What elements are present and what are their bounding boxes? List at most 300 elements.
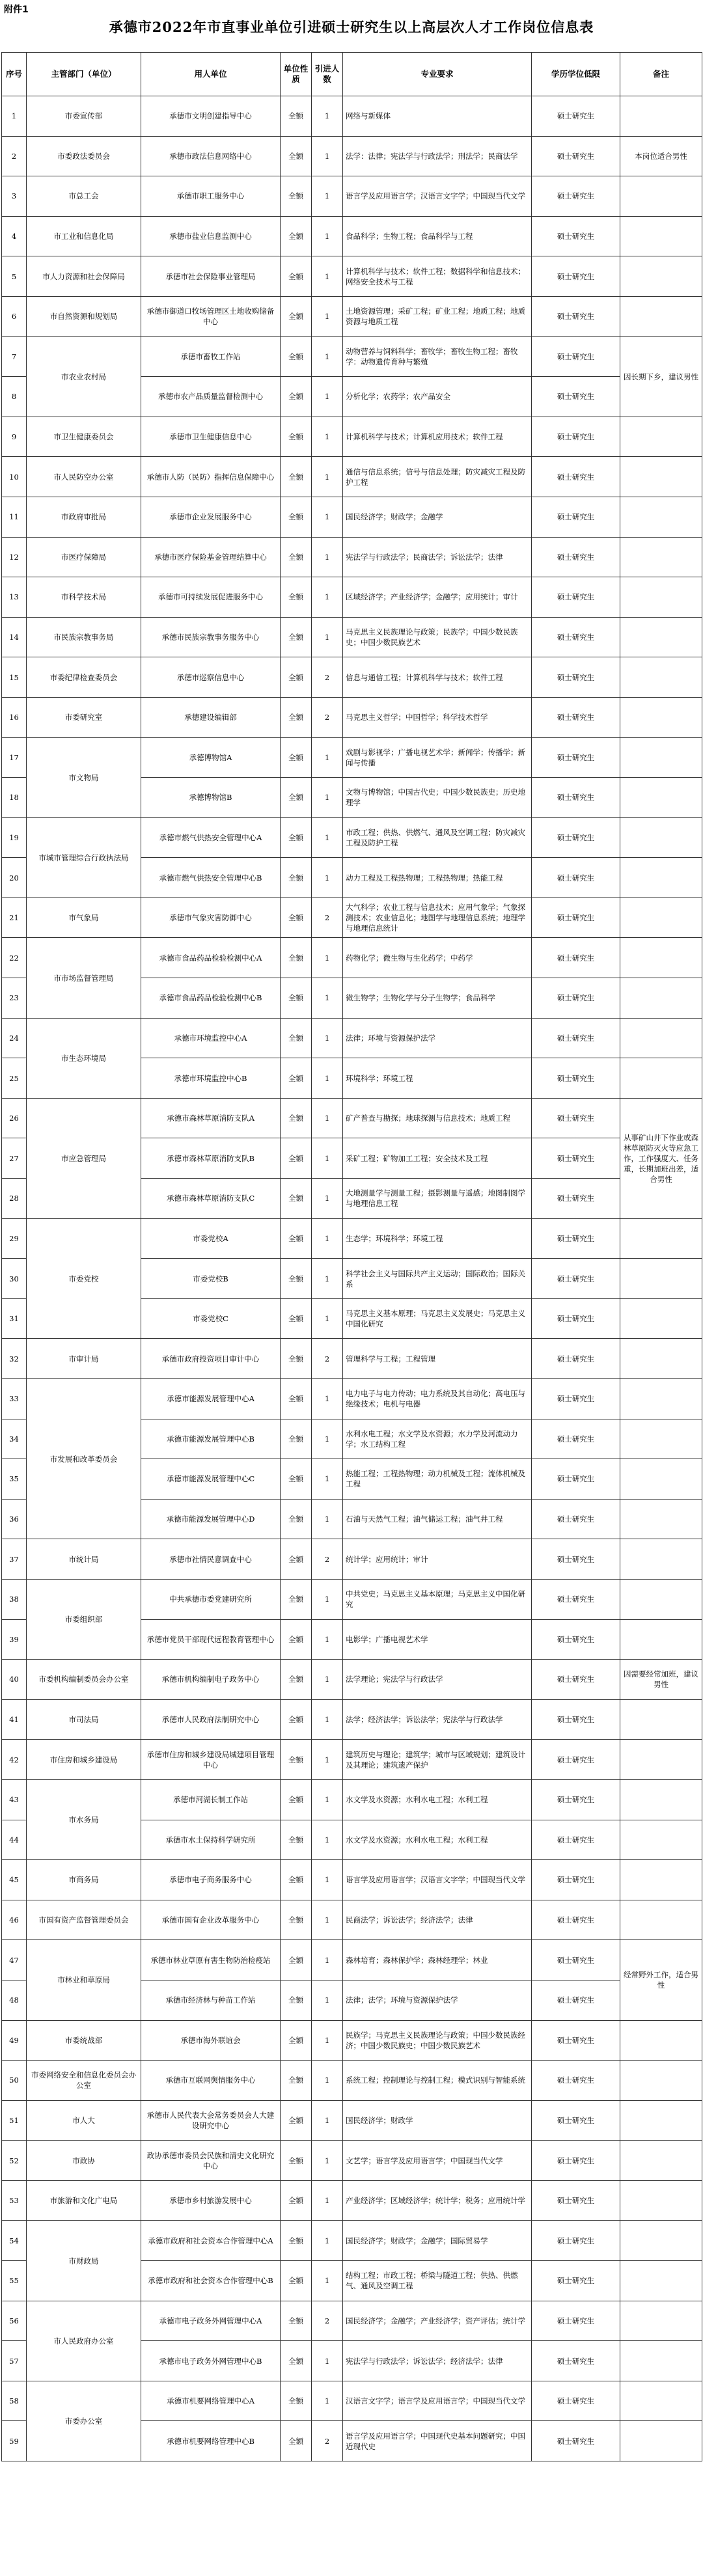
table-row <box>2 1940 702 1980</box>
row-number-cell: 6 <box>2 296 27 336</box>
employer-cell: 承德市政府和社会资本合作管理中心A <box>141 2221 281 2261</box>
degree-cell: 硕士研究生 <box>532 577 620 618</box>
count-cell: 1 <box>312 176 343 217</box>
unit-nature-cell: 全额 <box>281 1179 312 1219</box>
unit-nature-cell: 全额 <box>281 858 312 898</box>
row-number-cell: 2 <box>2 136 27 176</box>
note-cell <box>620 978 702 1019</box>
count-cell: 1 <box>312 1459 343 1500</box>
major-cell: 市政工程；供热、供燃气、通风及空调工程；防灾减灾工程及防护工程 <box>343 817 532 858</box>
employer-cell: 承德市文明创建指导中心 <box>141 96 281 137</box>
note-cell <box>620 1699 702 1740</box>
row-number-cell: 36 <box>2 1499 27 1539</box>
table-row <box>2 296 702 336</box>
employer-cell: 承德市机构编制电子政务中心 <box>141 1660 281 1700</box>
count-cell: 1 <box>312 96 343 137</box>
note-cell <box>620 1820 702 1860</box>
count-cell: 1 <box>312 1058 343 1099</box>
note-cell <box>620 2221 702 2261</box>
row-number-cell: 52 <box>2 2141 27 2181</box>
department-cell: 市委纪律检查委员会 <box>27 657 141 698</box>
row-number-cell: 56 <box>2 2301 27 2341</box>
unit-nature-cell: 全额 <box>281 1619 312 1660</box>
note-cell <box>620 2381 702 2421</box>
employer-cell: 承德市政法信息网络中心 <box>141 136 281 176</box>
unit-nature-cell: 全额 <box>281 1218 312 1259</box>
row-number-cell: 38 <box>2 1579 27 1619</box>
employer-cell: 承德市森林草原消防支队C <box>141 1179 281 1219</box>
note-cell <box>620 2341 702 2381</box>
note-cell <box>620 2061 702 2101</box>
table-row <box>2 697 702 737</box>
employer-cell: 承德市能源发展管理中心D <box>141 1499 281 1539</box>
employer-cell: 承德市水土保持科学研究所 <box>141 1820 281 1860</box>
major-cell: 国民经济学；财政学；金融学 <box>343 497 532 537</box>
major-cell: 马克思主义基本原理；马克思主义发展史；马克思主义中国化研究 <box>343 1298 532 1339</box>
row-number-cell: 49 <box>2 2020 27 2061</box>
employer-cell: 承德市机要网络管理中心A <box>141 2381 281 2421</box>
employer-cell: 承德市电子政务外网管理中心A <box>141 2301 281 2341</box>
unit-nature-cell: 全额 <box>281 1499 312 1539</box>
degree-cell: 硕士研究生 <box>532 1579 620 1619</box>
table-row <box>2 897 702 938</box>
employer-cell: 承德市盐业信息监测中心 <box>141 216 281 256</box>
major-cell: 文艺学；语言学及应用语言学；中国现当代文学 <box>343 2141 532 2181</box>
header-unit-nature: 单位性质 <box>281 53 312 96</box>
unit-nature-cell: 全额 <box>281 2421 312 2461</box>
table-row <box>2 2180 702 2221</box>
unit-nature-cell: 全额 <box>281 697 312 737</box>
unit-nature-cell: 全额 <box>281 1699 312 1740</box>
degree-cell: 硕士研究生 <box>532 2100 620 2141</box>
header-no: 序号 <box>2 53 27 96</box>
unit-nature-cell: 全额 <box>281 176 312 217</box>
page-title: 承德市2022年市直事业单位引进硕士研究生以上高层次人才工作岗位信息表 <box>109 19 594 35</box>
degree-cell: 硕士研究生 <box>532 1980 620 2020</box>
row-number-cell: 16 <box>2 697 27 737</box>
major-cell: 民族学；马克思主义民族理论与政策；中国少数民族经济；中国少数民族史；中国少数民族艺术 <box>343 2020 532 2061</box>
row-number-cell: 18 <box>2 778 27 818</box>
unit-nature-cell: 全额 <box>281 778 312 818</box>
note-cell <box>620 2180 702 2221</box>
department-cell: 市人民防空办公室 <box>27 457 141 497</box>
header-degree: 学历学位低限 <box>532 53 620 96</box>
count-cell: 1 <box>312 1660 343 1700</box>
unit-nature-cell: 全额 <box>281 2100 312 2141</box>
department-cell: 市委宣传部 <box>27 96 141 137</box>
note-cell <box>620 1218 702 1259</box>
major-cell: 大地测量学与测量工程；摄影测量与遥感；地图制图学与地理信息工程 <box>343 1179 532 1219</box>
count-cell: 2 <box>312 657 343 698</box>
row-number-cell: 14 <box>2 617 27 657</box>
major-cell: 信息与通信工程；计算机科学与技术；软件工程 <box>343 657 532 698</box>
major-cell: 电力电子与电力传动；电力系统及其自动化；高电压与绝缘技术；电机与电器 <box>343 1379 532 1419</box>
table-row <box>2 1740 702 1780</box>
major-cell: 国民经济学；财政学；金融学；国际贸易学 <box>343 2221 532 2261</box>
employer-cell: 承德市企业发展服务中心 <box>141 497 281 537</box>
major-cell: 采矿工程；矿物加工工程；安全技术及工程 <box>343 1138 532 1179</box>
note-cell <box>620 1379 702 1419</box>
major-cell: 中共党史；马克思主义基本原理；马克思主义中国化研究 <box>343 1579 532 1619</box>
degree-cell: 硕士研究生 <box>532 617 620 657</box>
department-cell: 市文物局 <box>27 737 141 817</box>
degree-cell: 硕士研究生 <box>532 817 620 858</box>
count-cell: 1 <box>312 136 343 176</box>
major-cell: 系统工程；控制理论与控制工程；模式识别与智能系统 <box>343 2061 532 2101</box>
row-number-cell: 33 <box>2 1379 27 1419</box>
employer-cell: 承德市政府和社会资本合作管理中心B <box>141 2261 281 2301</box>
major-cell: 大气科学；农业工程与信息技术；应用气象学；气象探测技术；农业信息化；地图学与地理信息系统；地理学与地理信息统计 <box>343 897 532 938</box>
table-row <box>2 537 702 577</box>
count-cell: 1 <box>312 1980 343 2020</box>
row-number-cell: 39 <box>2 1619 27 1660</box>
degree-cell: 硕士研究生 <box>532 296 620 336</box>
count-cell: 1 <box>312 1379 343 1419</box>
unit-nature-cell: 全额 <box>281 2341 312 2381</box>
degree-cell: 硕士研究生 <box>532 1339 620 1379</box>
unit-nature-cell: 全额 <box>281 1098 312 1138</box>
major-cell: 管理科学与工程；工程管理 <box>343 1339 532 1379</box>
department-cell: 市自然资源和规划局 <box>27 296 141 336</box>
count-cell: 1 <box>312 2180 343 2221</box>
count-cell: 2 <box>312 697 343 737</box>
count-cell: 1 <box>312 2341 343 2381</box>
department-cell: 市人大 <box>27 2100 141 2141</box>
department-cell: 市应急管理局 <box>27 1098 141 1218</box>
row-number-cell: 59 <box>2 2421 27 2461</box>
table-row <box>2 1699 702 1740</box>
count-cell: 1 <box>312 417 343 457</box>
major-cell: 计算机科学与技术；计算机应用技术；软件工程 <box>343 417 532 457</box>
row-number-cell: 44 <box>2 1820 27 1860</box>
unit-nature-cell: 全额 <box>281 1660 312 1700</box>
degree-cell: 硕士研究生 <box>532 96 620 137</box>
employer-cell: 承德市社情民意调查中心 <box>141 1539 281 1580</box>
unit-nature-cell: 全额 <box>281 1058 312 1099</box>
degree-cell: 硕士研究生 <box>532 2061 620 2101</box>
degree-cell: 硕士研究生 <box>532 897 620 938</box>
major-cell: 宪法学与行政法学；诉讼法学；经济法学；法律 <box>343 2341 532 2381</box>
note-cell <box>620 1740 702 1780</box>
degree-cell: 硕士研究生 <box>532 136 620 176</box>
major-cell: 产业经济学；区域经济学；统计学；税务；应用统计学 <box>343 2180 532 2221</box>
header-count: 引进人数 <box>312 53 343 96</box>
major-cell: 电影学；广播电视艺术学 <box>343 1619 532 1660</box>
note-cell <box>620 1579 702 1619</box>
major-cell: 通信与信息系统；信号与信息处理；防灾减灾工程及防护工程 <box>343 457 532 497</box>
unit-nature-cell: 全额 <box>281 1459 312 1500</box>
row-number-cell: 30 <box>2 1259 27 1299</box>
note-cell <box>620 96 702 137</box>
employer-cell: 承德市互联网舆情服务中心 <box>141 2061 281 2101</box>
row-number-cell: 15 <box>2 657 27 698</box>
degree-cell: 硕士研究生 <box>532 938 620 978</box>
department-cell: 市委机构编制委员会办公室 <box>27 1660 141 1700</box>
note-cell <box>620 1539 702 1580</box>
count-cell: 1 <box>312 1699 343 1740</box>
row-number-cell: 48 <box>2 1980 27 2020</box>
note-cell <box>620 216 702 256</box>
note-cell: 经常野外工作，适合男性 <box>620 1940 702 2020</box>
count-cell: 1 <box>312 1098 343 1138</box>
note-cell <box>620 817 702 858</box>
major-cell: 土地资源管理；采矿工程；矿业工程；地质工程；地质资源与地质工程 <box>343 296 532 336</box>
row-number-cell: 40 <box>2 1660 27 1700</box>
row-number-cell: 23 <box>2 978 27 1019</box>
row-number-cell: 54 <box>2 2221 27 2261</box>
employer-cell: 承德市海外联谊会 <box>141 2020 281 2061</box>
employer-cell: 承德市人民代表大会常务委员会人大建设研究中心 <box>141 2100 281 2141</box>
major-cell: 科学社会主义与国际共产主义运动；国际政治；国际关系 <box>343 1259 532 1299</box>
department-cell: 市气象局 <box>27 897 141 938</box>
row-number-cell: 53 <box>2 2180 27 2221</box>
row-number-cell: 51 <box>2 2100 27 2141</box>
row-number-cell: 1 <box>2 96 27 137</box>
table-row <box>2 737 702 778</box>
employer-cell: 承德市能源发展管理中心A <box>141 1379 281 1419</box>
degree-cell: 硕士研究生 <box>532 1459 620 1500</box>
note-cell <box>620 256 702 297</box>
department-cell: 市政协 <box>27 2141 141 2181</box>
count-cell: 2 <box>312 1539 343 1580</box>
note-cell <box>620 2141 702 2181</box>
department-cell: 市生态环境局 <box>27 1018 141 1098</box>
note-cell <box>620 897 702 938</box>
degree-cell: 硕士研究生 <box>532 1660 620 1700</box>
count-cell: 1 <box>312 1779 343 1820</box>
degree-cell: 硕士研究生 <box>532 697 620 737</box>
unit-nature-cell: 全额 <box>281 296 312 336</box>
row-number-cell: 22 <box>2 938 27 978</box>
degree-cell: 硕士研究生 <box>532 176 620 217</box>
count-cell: 1 <box>312 256 343 297</box>
count-cell: 1 <box>312 2020 343 2061</box>
note-cell <box>620 2261 702 2301</box>
row-number-cell: 58 <box>2 2381 27 2421</box>
table-row <box>2 2061 702 2101</box>
note-cell <box>620 1058 702 1099</box>
row-number-cell: 47 <box>2 1940 27 1980</box>
major-cell: 建筑历史与理论；建筑学；城市与区域规划；建筑设计及其理论；建筑遗产保护 <box>343 1740 532 1780</box>
table-row <box>2 2221 702 2261</box>
table-row <box>2 457 702 497</box>
degree-cell: 硕士研究生 <box>532 1539 620 1580</box>
department-cell: 市委统战部 <box>27 2020 141 2061</box>
major-cell: 法律；环境与资源保护法学 <box>343 1018 532 1058</box>
employer-cell: 承德市职工服务中心 <box>141 176 281 217</box>
row-number-cell: 45 <box>2 1860 27 1900</box>
employer-cell: 政协承德市委员会民族和清史文化研究中心 <box>141 2141 281 2181</box>
employer-cell: 承德市党员干部现代远程教育管理中心 <box>141 1619 281 1660</box>
table-row <box>2 336 702 377</box>
unit-nature-cell: 全额 <box>281 1980 312 2020</box>
unit-nature-cell: 全额 <box>281 617 312 657</box>
department-cell: 市政府审批局 <box>27 497 141 537</box>
major-cell: 戏剧与影视学；广播电视艺术学；新闻学；传播学；新闻与传播 <box>343 737 532 778</box>
department-cell: 市发展和改革委员会 <box>27 1379 141 1539</box>
degree-cell: 硕士研究生 <box>532 1940 620 1980</box>
note-cell <box>620 296 702 336</box>
major-cell: 民商法学；诉讼法学；经济法学；法律 <box>343 1900 532 1940</box>
major-cell: 生态学；环境科学；环境工程 <box>343 1218 532 1259</box>
employer-cell: 承德市食品药品检验检测中心A <box>141 938 281 978</box>
count-cell: 1 <box>312 1860 343 1900</box>
table-row <box>2 617 702 657</box>
degree-cell: 硕士研究生 <box>532 457 620 497</box>
employer-cell: 承德市人防（民防）指挥信息保障中心 <box>141 457 281 497</box>
employer-cell: 承德市可持续发展促进服务中心 <box>141 577 281 618</box>
major-cell: 食品科学；生物工程；食品科学与工程 <box>343 216 532 256</box>
row-number-cell: 3 <box>2 176 27 217</box>
unit-nature-cell: 全额 <box>281 377 312 417</box>
unit-nature-cell: 全额 <box>281 1579 312 1619</box>
unit-nature-cell: 全额 <box>281 1820 312 1860</box>
unit-nature-cell: 全额 <box>281 1779 312 1820</box>
table-row <box>2 2020 702 2061</box>
count-cell: 1 <box>312 1179 343 1219</box>
note-cell <box>620 1900 702 1940</box>
employer-cell: 承德市林业草原有害生物防治检疫站 <box>141 1940 281 1980</box>
degree-cell: 硕士研究生 <box>532 1379 620 1419</box>
employer-cell: 承德市乡村旅游发展中心 <box>141 2180 281 2221</box>
count-cell: 1 <box>312 2381 343 2421</box>
row-number-cell: 27 <box>2 1138 27 1179</box>
row-number-cell: 10 <box>2 457 27 497</box>
row-number-cell: 9 <box>2 417 27 457</box>
note-cell <box>620 1259 702 1299</box>
table-row <box>2 216 702 256</box>
unit-nature-cell: 全额 <box>281 2061 312 2101</box>
degree-cell: 硕士研究生 <box>532 497 620 537</box>
note-cell <box>620 697 702 737</box>
count-cell: 2 <box>312 2301 343 2341</box>
major-cell: 动力工程及工程热物理；工程热物理；热能工程 <box>343 858 532 898</box>
table-row <box>2 1339 702 1379</box>
unit-nature-cell: 全额 <box>281 216 312 256</box>
note-cell <box>620 2301 702 2341</box>
count-cell: 1 <box>312 1820 343 1860</box>
count-cell: 1 <box>312 457 343 497</box>
department-cell: 市总工会 <box>27 176 141 217</box>
table-row <box>2 2381 702 2421</box>
row-number-cell: 41 <box>2 1699 27 1740</box>
table-row <box>2 577 702 618</box>
department-cell: 市商务局 <box>27 1860 141 1900</box>
table-row <box>2 1900 702 1940</box>
unit-nature-cell: 全额 <box>281 897 312 938</box>
major-cell: 马克思主义哲学；中国哲学；科学技术哲学 <box>343 697 532 737</box>
row-number-cell: 4 <box>2 216 27 256</box>
count-cell: 2 <box>312 897 343 938</box>
unit-nature-cell: 全额 <box>281 1860 312 1900</box>
note-cell <box>620 1298 702 1339</box>
note-cell <box>620 617 702 657</box>
degree-cell: 硕士研究生 <box>532 2221 620 2261</box>
count-cell: 1 <box>312 617 343 657</box>
degree-cell: 硕士研究生 <box>532 657 620 698</box>
employer-cell: 承德市医疗保险基金管理结算中心 <box>141 537 281 577</box>
degree-cell: 硕士研究生 <box>532 1098 620 1138</box>
major-cell: 结构工程；市政工程；桥梁与隧道工程；供热、供燃气、通风及空调工程 <box>343 2261 532 2301</box>
unit-nature-cell: 全额 <box>281 256 312 297</box>
major-cell: 区域经济学；产业经济学；金融学；应用统计；审计 <box>343 577 532 618</box>
major-cell: 环境科学；环境工程 <box>343 1058 532 1099</box>
count-cell: 1 <box>312 216 343 256</box>
major-cell: 统计学；应用统计；审计 <box>343 1539 532 1580</box>
table-row <box>2 2100 702 2141</box>
degree-cell: 硕士研究生 <box>532 2341 620 2381</box>
employer-cell: 承德市燃气供热安全管理中心B <box>141 858 281 898</box>
unit-nature-cell: 全额 <box>281 457 312 497</box>
degree-cell: 硕士研究生 <box>532 858 620 898</box>
degree-cell: 硕士研究生 <box>532 537 620 577</box>
major-cell: 法律；法学；环境与资源保护法学 <box>343 1980 532 2020</box>
degree-cell: 硕士研究生 <box>532 1619 620 1660</box>
count-cell: 1 <box>312 377 343 417</box>
degree-cell: 硕士研究生 <box>532 978 620 1019</box>
header-department: 主管部门（单位） <box>27 53 141 96</box>
row-number-cell: 12 <box>2 537 27 577</box>
unit-nature-cell: 全额 <box>281 1298 312 1339</box>
degree-cell: 硕士研究生 <box>532 1259 620 1299</box>
department-cell: 市人民政府办公室 <box>27 2301 141 2381</box>
unit-nature-cell: 全额 <box>281 417 312 457</box>
note-cell <box>620 657 702 698</box>
degree-cell: 硕士研究生 <box>532 1138 620 1179</box>
row-number-cell: 13 <box>2 577 27 618</box>
row-number-cell: 24 <box>2 1018 27 1058</box>
employer-cell: 市委党校B <box>141 1259 281 1299</box>
row-number-cell: 57 <box>2 2341 27 2381</box>
count-cell: 1 <box>312 1619 343 1660</box>
table-row <box>2 497 702 537</box>
table-row <box>2 657 702 698</box>
count-cell: 1 <box>312 858 343 898</box>
unit-nature-cell: 全额 <box>281 737 312 778</box>
note-cell <box>620 737 702 778</box>
positions-table <box>1 52 702 2461</box>
degree-cell: 硕士研究生 <box>532 1419 620 1459</box>
count-cell: 1 <box>312 1018 343 1058</box>
employer-cell: 承德市电子政务外网管理中心B <box>141 2341 281 2381</box>
degree-cell: 硕士研究生 <box>532 1740 620 1780</box>
count-cell: 1 <box>312 1579 343 1619</box>
note-cell <box>620 537 702 577</box>
employer-cell: 承德市环境监控中心A <box>141 1018 281 1058</box>
table-row <box>2 1660 702 1700</box>
count-cell: 1 <box>312 2261 343 2301</box>
employer-cell: 承德市河湖长制工作站 <box>141 1779 281 1820</box>
major-cell: 国民经济学；财政学 <box>343 2100 532 2141</box>
employer-cell: 承德市能源发展管理中心B <box>141 1419 281 1459</box>
unit-nature-cell: 全额 <box>281 2221 312 2261</box>
header-major: 专业要求 <box>343 53 532 96</box>
note-cell <box>620 457 702 497</box>
employer-cell: 承德市气象灾害防御中心 <box>141 897 281 938</box>
employer-cell: 承德市御道口牧场管理区土地收购储备中心 <box>141 296 281 336</box>
row-number-cell: 43 <box>2 1779 27 1820</box>
count-cell: 1 <box>312 1499 343 1539</box>
row-number-cell: 5 <box>2 256 27 297</box>
employer-cell: 中共承德市委党建研究所 <box>141 1579 281 1619</box>
attachment-label: 附件1 <box>4 5 29 15</box>
employer-cell: 市委党校C <box>141 1298 281 1339</box>
department-cell: 市工业和信息化局 <box>27 216 141 256</box>
table-row <box>2 1018 702 1058</box>
department-cell: 市住房和城乡建设局 <box>27 1740 141 1780</box>
degree-cell: 硕士研究生 <box>532 2261 620 2301</box>
table-row <box>2 96 702 137</box>
